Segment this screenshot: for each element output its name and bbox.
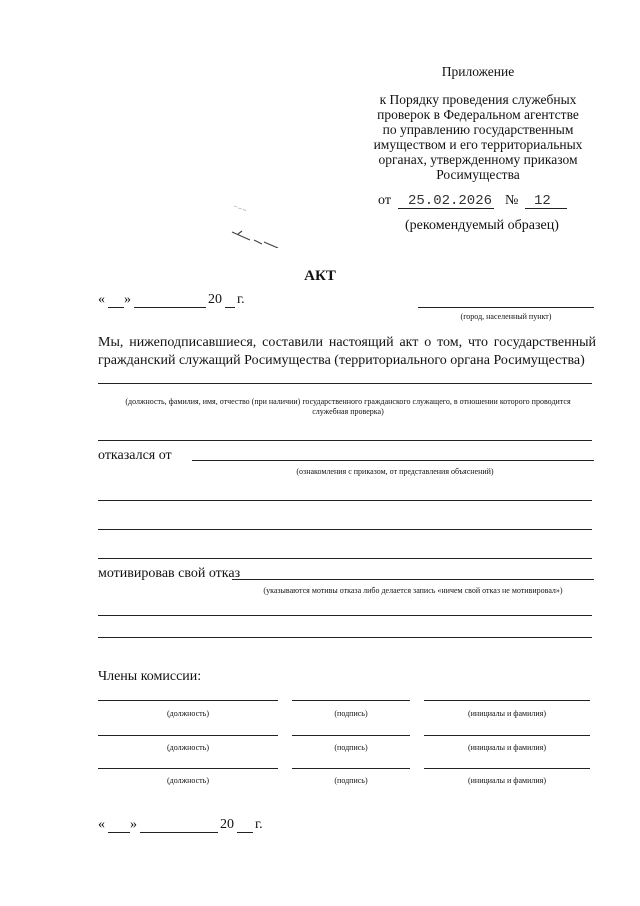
position-caption-2: (должность) — [167, 743, 209, 752]
refused-caption: (ознакомления с приказом, от представления объяснений) — [296, 467, 494, 476]
year-blank — [225, 307, 235, 308]
signature-caption-3: (подпись) — [334, 776, 368, 785]
day-blank — [108, 307, 124, 308]
employee-caption: (должность, фамилия, имя, отчество (при наличии) государственного гражданского служащего, в отношении которого проводится служебная проверка) — [125, 397, 571, 416]
month-blank — [134, 307, 206, 308]
scan-marks — [228, 204, 288, 248]
appendix-line-5: органах, утвержденному приказом — [378, 152, 578, 167]
footer-day-blank — [108, 832, 130, 833]
act-title: АКТ — [304, 268, 336, 284]
intro-text: Мы, нижеподписавшиеся, составили настоящий акт о том, что государственный гражданский служащий Росимущества (территориального органа Росимущества) — [98, 335, 596, 368]
city-caption: (город, населенный пункт) — [460, 312, 552, 321]
signature-caption-2: (подпись) — [334, 743, 368, 752]
blank-line-4 — [98, 615, 592, 616]
name-blank-1 — [424, 700, 590, 701]
position-blank-2 — [98, 735, 278, 736]
position-caption-1: (должность) — [167, 709, 209, 718]
appendix-line-6: Росимущества — [436, 167, 520, 182]
appendix-title: Приложение — [441, 64, 515, 79]
appendix-line-4: имуществом и его территориальных — [373, 137, 583, 152]
signature-caption-1: (подпись) — [334, 709, 368, 718]
year-suffix: г. — [237, 292, 245, 307]
name-caption-2: (инициалы и фамилия) — [467, 743, 547, 752]
name-caption-3: (инициалы и фамилия) — [467, 776, 547, 785]
order-date: 25.02.2026 — [408, 193, 493, 209]
blank-line-1 — [98, 500, 592, 501]
blank-line-2 — [98, 529, 592, 530]
date-open-quote: « — [98, 292, 105, 307]
appendix-line-3: по управлению государственным — [382, 122, 574, 137]
appendix-line-2: проверок в Федеральном агентстве — [377, 107, 579, 122]
number-label: № — [505, 193, 519, 208]
position-caption-3: (должность) — [167, 776, 209, 785]
appendix-line-1: к Порядку проведения служебных — [379, 92, 577, 107]
blank-line-3 — [98, 558, 592, 559]
refused-blank — [192, 460, 594, 461]
position-blank-1 — [98, 700, 278, 701]
name-blank-3 — [424, 768, 590, 769]
footer-close-quote: » — [130, 817, 137, 832]
members-label: Члены комиссии: — [98, 669, 202, 684]
employee-blank-2 — [98, 440, 592, 441]
motive-caption: (указываются мотивы отказа либо делается запись «ничем свой отказ не мотивировал») — [263, 586, 563, 595]
refused-label: отказался от — [98, 448, 172, 463]
year-prefix: 20 — [208, 292, 222, 307]
signature-blank-3 — [292, 768, 410, 769]
date-close-quote: » — [124, 292, 131, 307]
footer-year-prefix: 20 — [220, 817, 234, 832]
name-caption-1: (инициалы и фамилия) — [467, 709, 547, 718]
footer-year-blank — [237, 832, 253, 833]
from-label: от — [378, 193, 391, 208]
footer-open-quote: « — [98, 817, 105, 832]
signature-blank-1 — [292, 700, 410, 701]
footer-month-blank — [140, 832, 218, 833]
employee-blank — [98, 383, 592, 384]
footer-year-suffix: г. — [255, 817, 263, 832]
order-number: 12 — [534, 193, 551, 209]
name-blank-2 — [424, 735, 590, 736]
motive-label: мотивировав свой отказ — [98, 566, 241, 581]
blank-line-5 — [98, 637, 592, 638]
city-blank — [418, 307, 594, 308]
motive-blank — [232, 579, 594, 580]
signature-blank-2 — [292, 735, 410, 736]
position-blank-3 — [98, 768, 278, 769]
sample-note: (рекомендуемый образец) — [405, 218, 559, 233]
